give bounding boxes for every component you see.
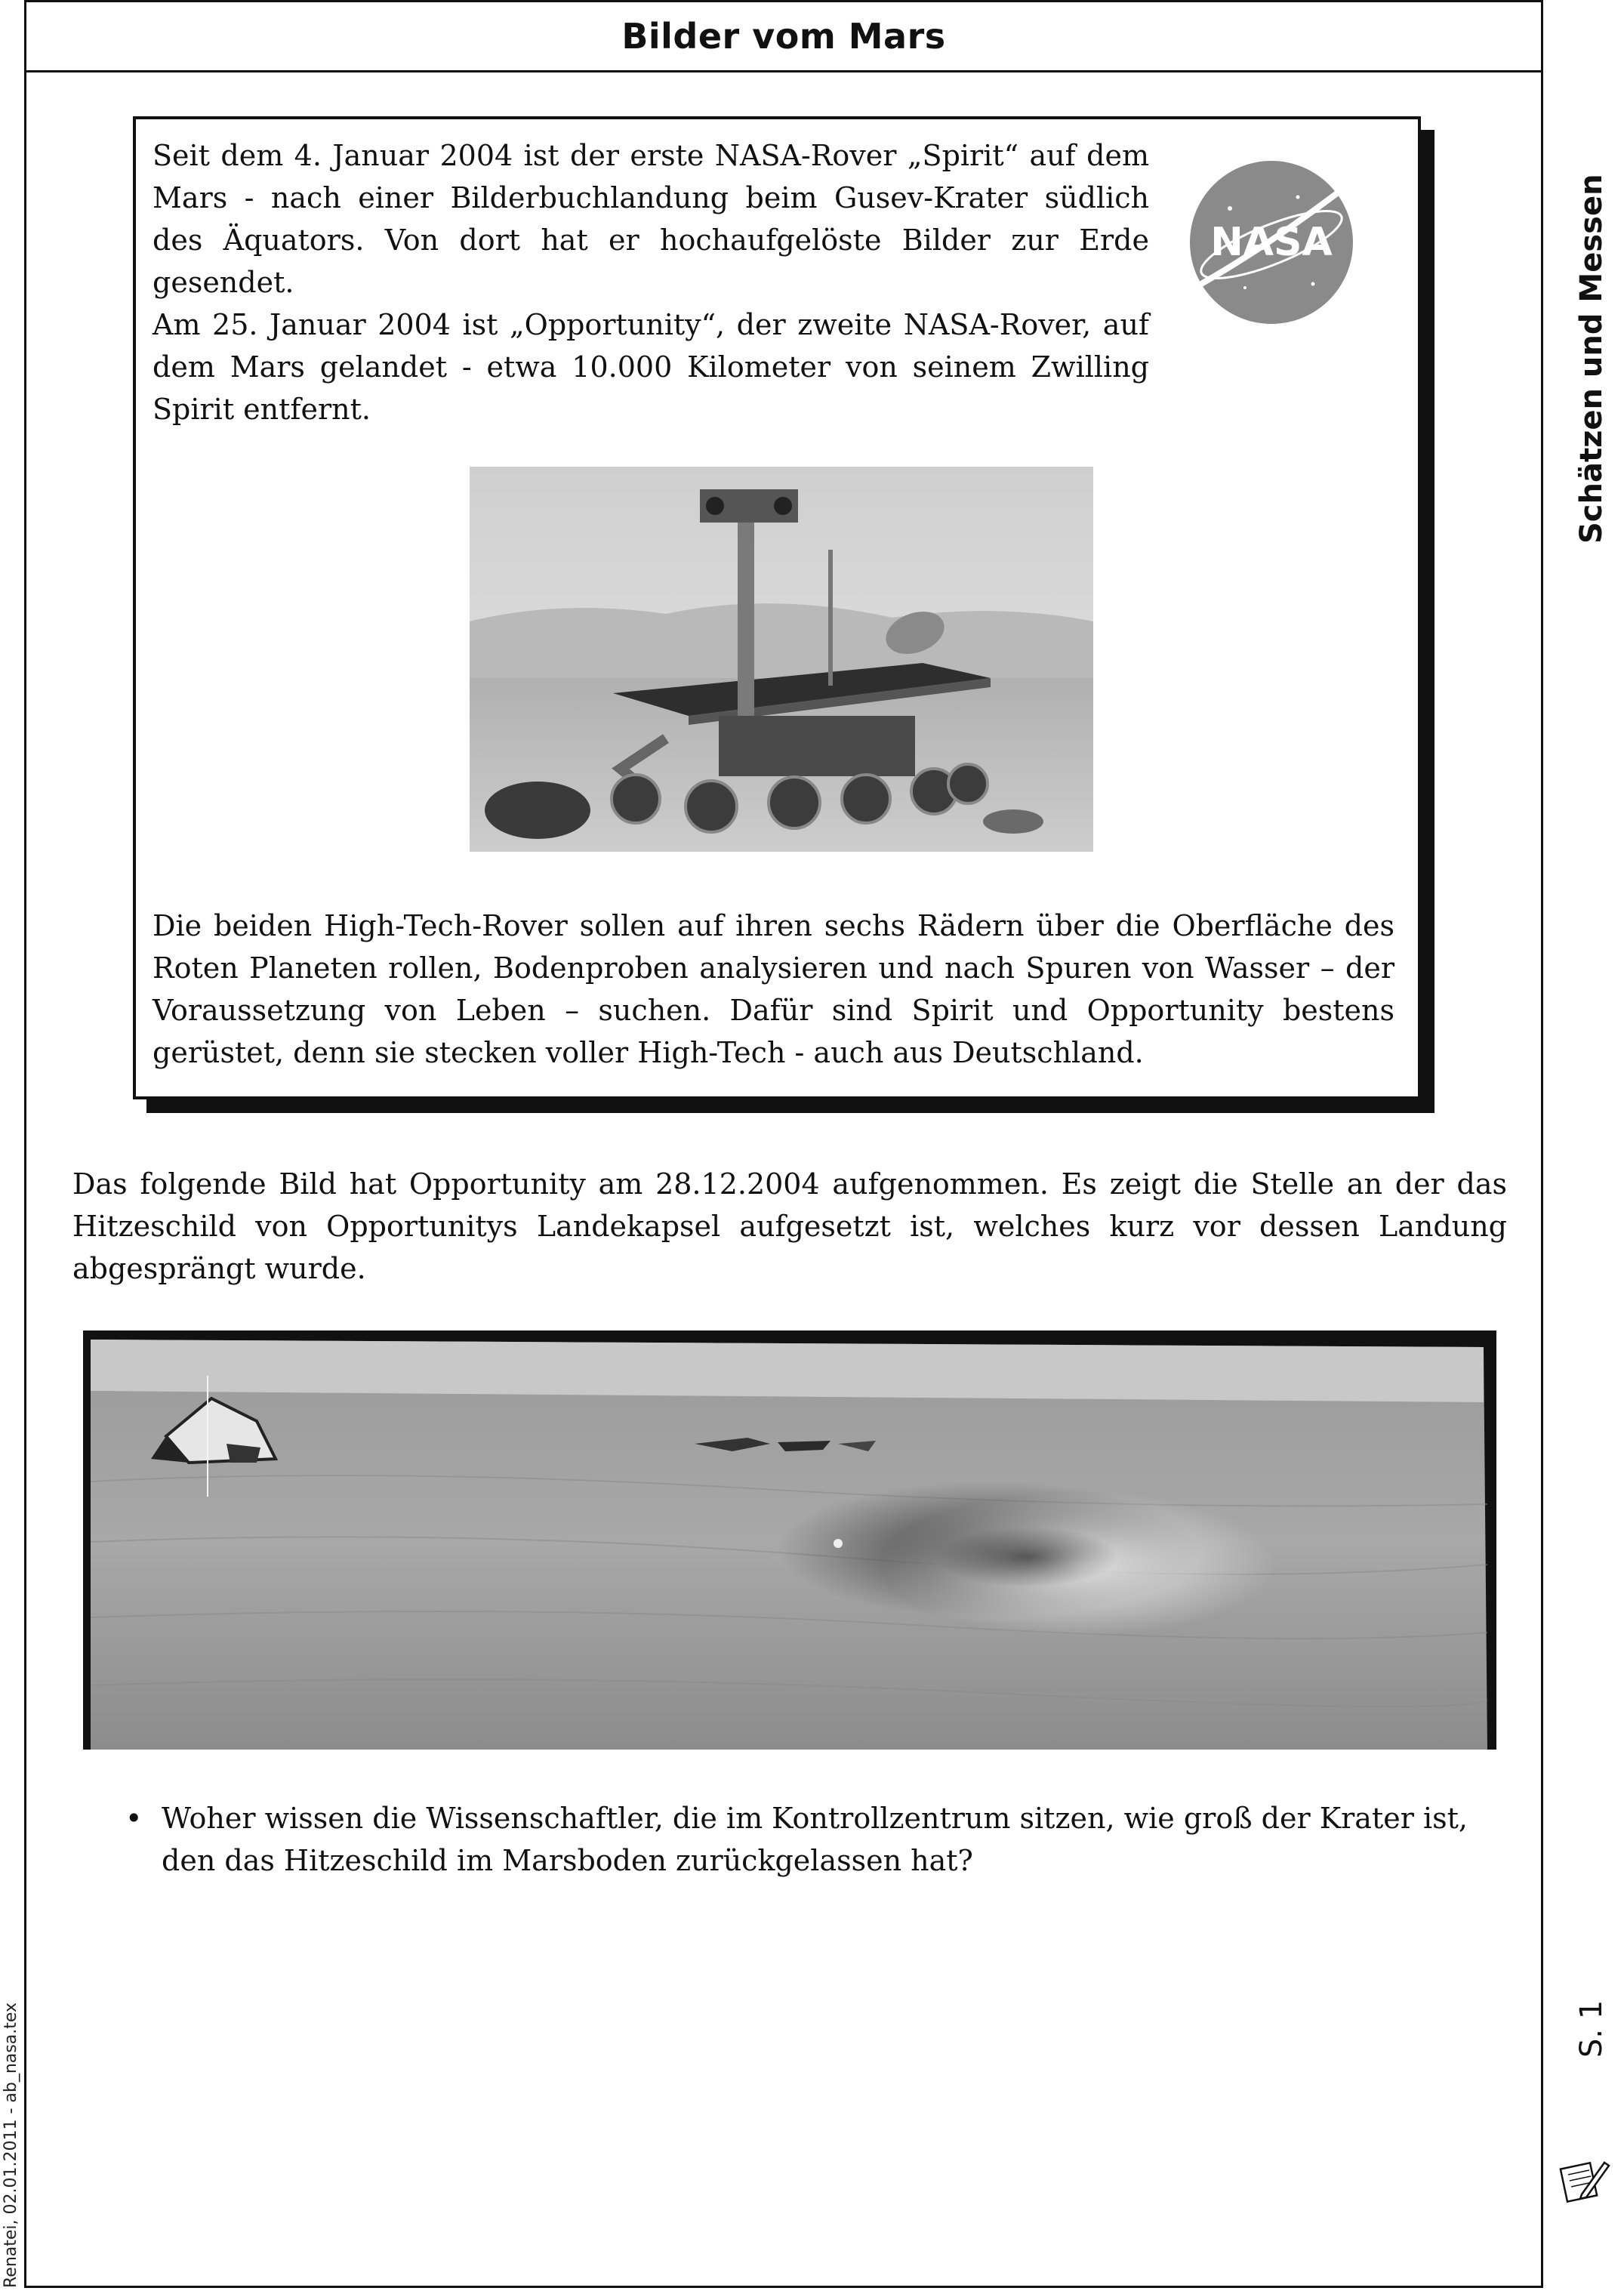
opportunity-landing-text: Am 25. Januar 2004 ist „Opportunity“, der zweite NASA-Rover, auf dem Mars gelandet - etwa 10.000 Kilometer von seinem Zwilling Spirit entfernt. [153,308,1149,426]
info-box [133,116,1421,1099]
nasa-logo [1185,156,1358,329]
bullet-icon: • [125,1802,143,1835]
intro-paragraph [153,134,1149,430]
features-paragraph: Die beiden High-Tech-Rover sollen auf ihren sechs Rädern über die Oberfläche des Roten Planeten rollen, Bodenproben analysieren und nach Spuren von Wasser – der Voraussetzung von Leben – suchen. Dafür sind Spirit und Opportunity bestens gerüstet, denn sie stecken voller High-Tech - auch aus Deutschland. [153,909,1394,1069]
page-number: S. 1 [1574,2000,1609,2058]
pencil-icon [1559,2152,1612,2205]
source-note: Renatei, 02.01.2011 - ab_nasa.tex [2,2002,20,2288]
question-list [121,1797,1502,1882]
opportunity-paragraph: Das folgende Bild hat Opportunity am 28.12.2004 aufgenommen. Es zeigt die Stelle an der das Hitzeschild von Opportunitys Landekapsel aufgesetzt ist, welches kurz vor dessen Landung abgesprängt wurde. [72,1167,1507,1285]
nasa-logo-text: NASA [1210,220,1333,265]
heat-shield-crater-image [83,1330,1496,1750]
spirit-text: Seit dem 4. Januar 2004 ist der erste NASA-Rover „Spirit“ auf dem Mars - nach einer Bilderbuchlandung beim Gusev-Krater südlich des Äquators. Von dort hat er hochaufgelöste Bilder zur Erde gesendet. [153,139,1149,299]
rover-image [470,467,1093,852]
question-item [121,1797,1502,1882]
page-title: Bilder vom Mars [621,16,946,57]
question-text: Woher wissen die Wissenschaftler, die im Kontrollzentrum sitzen, wie groß der Krater ist, den das Hitzeschild im Marsboden zurückgelassen hat? [162,1802,1468,1877]
topic-label: Schätzen und Messen [1574,174,1609,544]
header-bar [24,0,1543,72]
